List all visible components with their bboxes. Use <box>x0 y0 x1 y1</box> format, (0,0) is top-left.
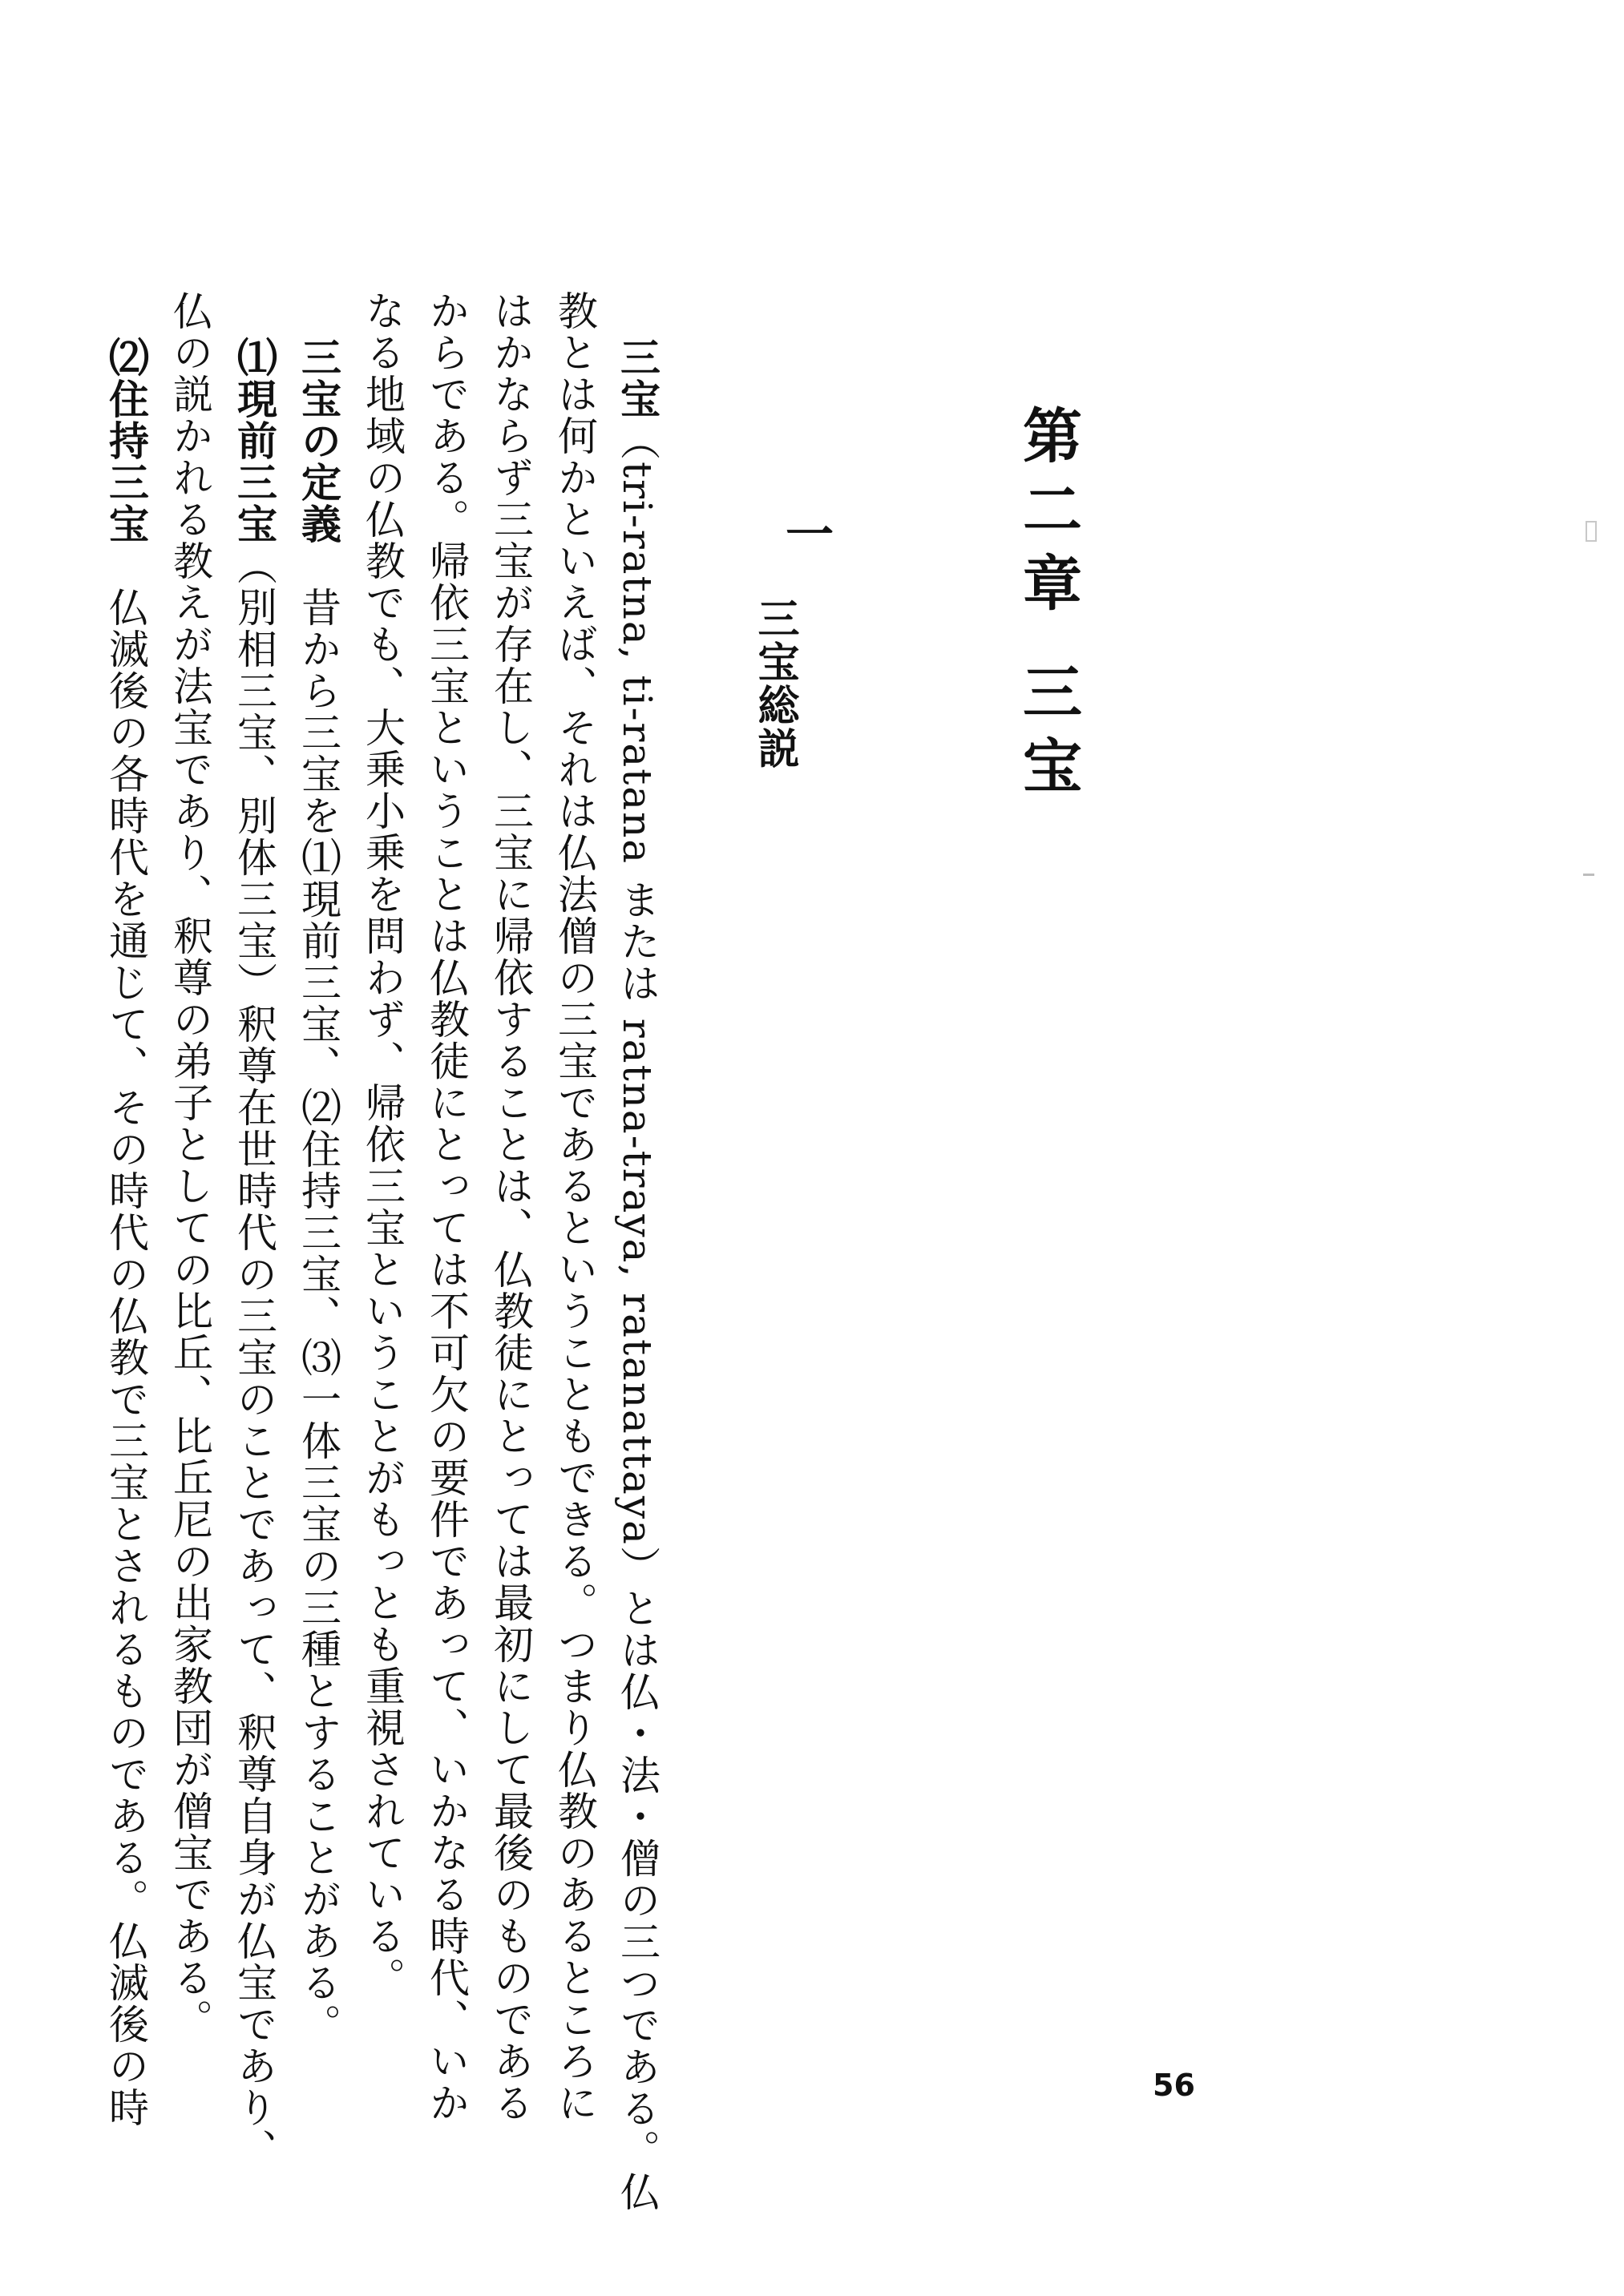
line-text: なる地域の仏教でも、大乗小乗を問わず、帰依三宝ということがもっとも重視されている。 <box>359 290 406 1999</box>
body-line <box>231 337 277 2170</box>
body-line <box>295 337 341 2045</box>
chapter-title: 第二章 三宝 <box>1013 405 1082 809</box>
line-text: （tri-ratna, ti-ratana または ratna-traya, ratanattaya）とは仏・法・僧の三つである。仏 <box>614 420 661 2213</box>
line-text: はかならず三宝が存在し、三宝に帰依することは、仏教徒にとっては最初にして最後のものである <box>487 290 534 2124</box>
term-heading: 三宝の定義 <box>295 337 341 545</box>
term-heading: ⑴現前三宝 <box>231 337 277 545</box>
body-line <box>423 290 470 2124</box>
term-heading: 三宝 <box>614 337 661 420</box>
section-title: 三宝総説 <box>750 597 799 770</box>
body-line <box>551 290 598 2124</box>
line-text: 教とは何かといえば、それは仏法僧の三宝であるということもできる。つまり仏教のあるところに <box>551 290 598 2124</box>
scan-artifact <box>1586 521 1597 542</box>
body-line <box>614 337 661 2213</box>
body-line <box>103 337 149 2129</box>
line-text: からである。帰依三宝ということは仏教徒にとっては不可欠の要件であって、いかなる時代、いか <box>423 290 470 2124</box>
section-number: 一 <box>778 509 834 557</box>
line-text: 仏滅後の各時代を通じて、その時代の仏教で三宝とされるものである。仏滅後の時 <box>103 545 149 2129</box>
line-text: 仏の説かれる教えが法宝であり、釈尊の弟子としての比丘、比丘尼の出家教団が僧宝である。 <box>167 290 213 2040</box>
body-line <box>487 290 534 2124</box>
body-line <box>167 290 213 2040</box>
line-text: 昔から三宝を⑴現前三宝、⑵住持三宝、⑶一体三宝の三種とすることがある。 <box>295 545 341 2045</box>
line-text: （別相三宝、別体三宝）釈尊在世時代の三宝のことであって、釈尊自身が仏宝であり、 <box>231 545 277 2170</box>
page-number: 56 <box>1153 2068 1195 2103</box>
body-line <box>359 290 406 1999</box>
scan-artifact <box>1583 874 1594 876</box>
term-heading: ⑵住持三宝 <box>103 337 149 545</box>
